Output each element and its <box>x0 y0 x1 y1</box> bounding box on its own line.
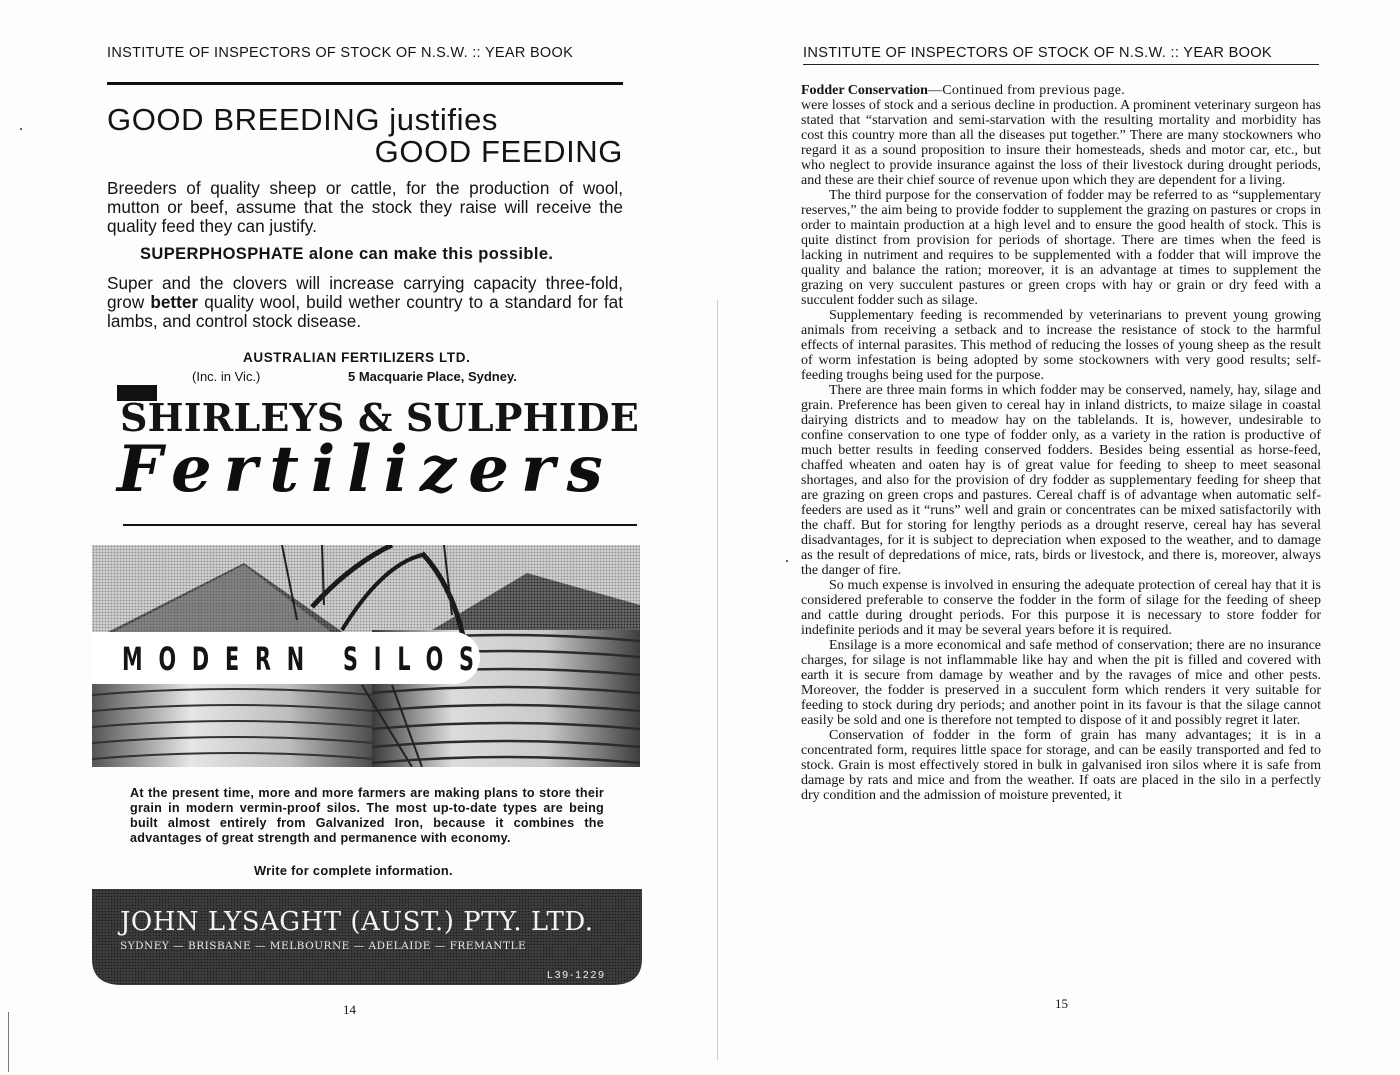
silo-title: MODERN SILOS <box>122 640 490 678</box>
article-paragraph: So much expense is involved in ensuring the adequate protection of cereal hay that it is considered preferable to conserve the fodder in the form of silage for the feeding of sheep and cattle during drought periods. For this purpose it is necessary to store fodder for indefinite periods and it may be several years before it is required. <box>801 578 1321 638</box>
clovers-text-start: Super and the clovers will increase carrying capacity three-fold, grow <box>107 273 623 312</box>
clovers-text-bold: better <box>150 292 199 312</box>
article-paragraph: Conservation of fodder in the form of grain has many advantages; it is in a concentrated form, requires little space for storage, and can be easily transported and fed to stock. Grain is most effectively stored in bulk in galvanised iron silos where it is safe from damage by rats and mice and from the weather. If oats are placed in the silo in a perfectly dry condition and the admission of moisture prevented, it <box>801 728 1321 803</box>
running-head: INSTITUTE OF INSPECTORS OF STOCK OF N.S.W. :: YEAR BOOK <box>803 45 1272 61</box>
ad-paragraph-clovers <box>107 274 623 331</box>
article-paragraph: Supplementary feeding is recommended by veterinarians to prevent young growing animals from receiving a setback and to increase the resistance of stock to the harmful effects of internal parasites. This method of reducing the losses of young sheep as the result of worm infestation is being adopted by some stockowners with very good results; self-feeding troughs being used for the purpose. <box>801 308 1321 383</box>
header-rule <box>107 82 623 85</box>
superphosphate-slogan: SUPERPHOSPHATE alone can make this possible. <box>140 245 554 263</box>
article-paragraph: Ensilage is a more economical and safe method of conservation; there are no insurance charges, for silage is not inflammable like hay and when the pit is filled and covered with earth it is secure from damage by weather and by the ravages of mice and other pests. Moreover, the fodder is preserved in a succulent form which renders it very suitable for feeding to stock during dry periods; and another point in its favour is that the silage cannot easily be sold and one is therefore not tempted to dispose of it and possibly regret it later. <box>801 638 1321 728</box>
running-head: INSTITUTE OF INSPECTORS OF STOCK OF N.S.W. :: YEAR BOOK <box>107 45 574 61</box>
page-number: 15 <box>1055 996 1068 1011</box>
article-paragraph: The third purpose for the conservation of fodder may be referred to as “supplementary reserves,” the aim being to provide fodder to supplement the grazing on pastures or crops in order to maintain production at a high level and to ensure the good health of stock. This is quite distinct from provision for periods of shortage. There are times when the feed is lacking in nutriment and requires to be supplemented with a fodder that will improve the quality and balance the ration; moreover, it is an advantage at times to supplement the grazing on very succulent pastures or green crops with hay or grain or dry feed with a succulent fodder such as silage. <box>801 188 1321 308</box>
brand-line-fertilizers: Fertilizers <box>117 432 615 507</box>
ad-headline-feeding: GOOD FEEDING <box>374 134 623 169</box>
lysaght-company-name: JOHN LYSAGHT (AUST.) PTY. LTD. <box>120 907 594 937</box>
company-incorporation: (Inc. in Vic.) <box>192 369 261 384</box>
ad-headline-breeding: GOOD BREEDING justifies <box>107 102 499 137</box>
article-section-title: Fodder Conservation <box>801 83 928 98</box>
brand-rule <box>123 524 637 526</box>
brand-line-shirleys: SHIRLEYS & SULPHIDE <box>120 395 639 440</box>
company-address: 5 Macquarie Place, Sydney. <box>348 369 517 384</box>
article-paragraph: were losses of stock and a serious decline in production. A prominent veterinary surgeon has stated that “starvation and semi-starvation with the resulting mortality and morbidity has cost this country more than all the diseases put together.” There are many stockowners who regard it as a sound proposition to insure their homesteads, sheds and motor car, etc., but who neglect to provide insurance against the loss of their livestock during drought periods, and these are their chief source of revenue upon which they are dependent for a living. <box>801 98 1321 188</box>
header-rule <box>803 64 1319 65</box>
article-paragraph: There are three main forms in which fodder may be conserved, namely, hay, silage and grain. Preference has been given to cereal hay in inland districts, to maize silage in coastal dairying districts and to meadow hay on the tablelands. It is, however, undesirable to confine conservation to one type of fodder only, as a variety in the ration is productive of much better results in feeding conserved fodders. Besides being essential as horse-feed, chaffed wheaten and oaten hay is of great value for feeding to sheep to meet seasonal shortages, and also for the provision of dry fodder as supplementary feeding for sheep that are grazing on green crops and pastures. Cereal chaff is of advantage when automatic self-feeders are used as it “runs” well and grain or concentrates can be mixed satisfactorily with the chaff. But for storing for lengthy periods as a drought reserve, cereal hay has several disadvantages, for it is subject to depreciation when exposed to the weather, and to damage as the result of depredations of mice, rats, birds or livestock, and there is, moreover, always the danger of fire. <box>801 383 1321 578</box>
ad-paragraph-breeders: Breeders of quality sheep or cattle, for the production of wool, mutton or beef, assume that the stock they raise will receive the quality feed they can justify. <box>107 178 623 236</box>
lysaght-cities: SYDNEY — BRISBANE — MELBOURNE — ADELAIDE — FREMANTLE <box>120 940 527 952</box>
continued-note: —Continued from previous page. <box>927 83 1126 98</box>
article-body <box>801 83 1321 803</box>
page-number: 14 <box>343 1002 356 1017</box>
clovers-text-end: quality wool, build wether country to a standard for fat lambs, and control stock disease. <box>107 292 623 331</box>
right-page <box>700 0 1400 1075</box>
silo-ad-paragraph: At the present time, more and more farmers are making plans to store their grain in modern vermin-proof silos. The most up-to-date types are being built almost entirely from Galvanized Iron, because it combines the advantages of great strength and permanence with economy. <box>130 786 604 845</box>
write-for-information: Write for complete information. <box>254 863 453 878</box>
fertilizer-company-name: AUSTRALIAN FERTILIZERS LTD. <box>243 350 471 365</box>
ad-reference-code: L39-1229 <box>547 969 606 981</box>
article-lead <box>801 83 1321 98</box>
